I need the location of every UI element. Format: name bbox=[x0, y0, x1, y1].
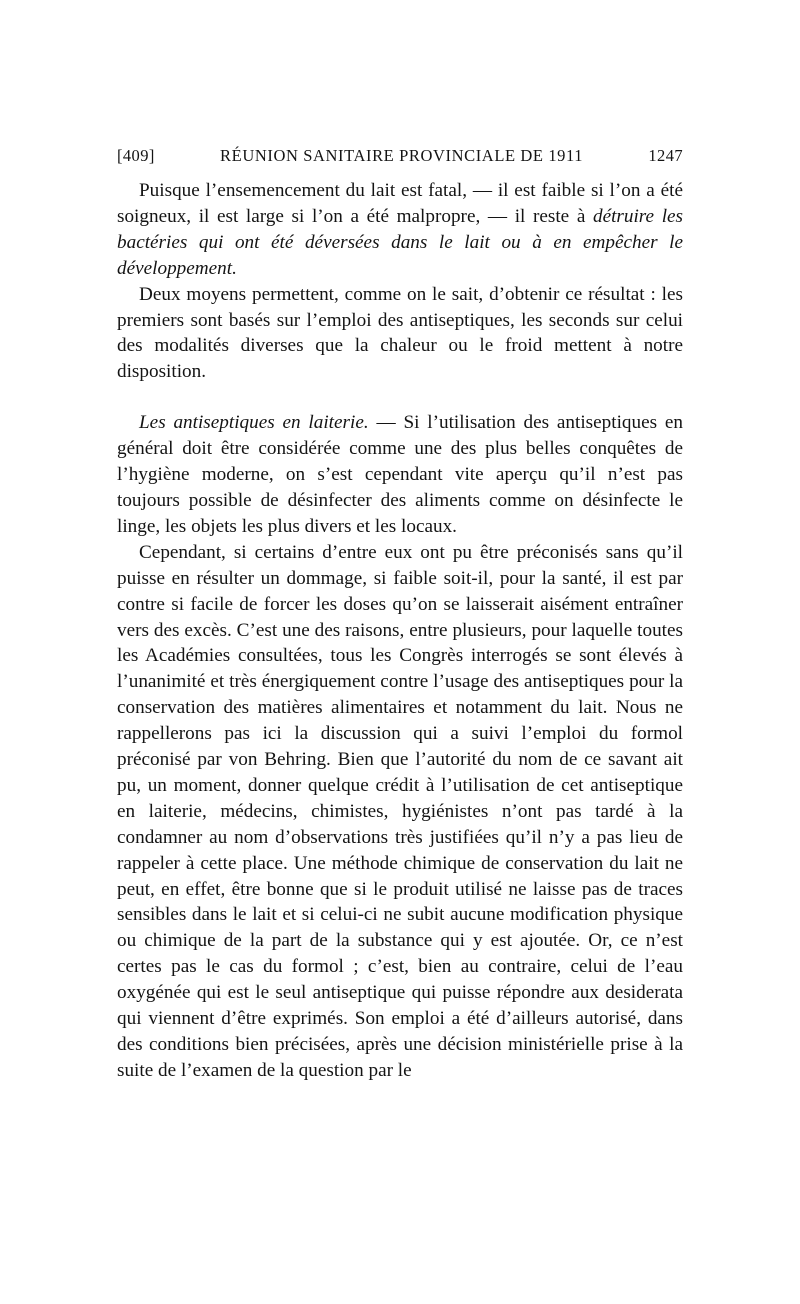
running-title: RÉUNION SANITAIRE PROVINCIALE DE 1911 bbox=[220, 146, 584, 165]
paragraph-text: — Si l’utilisation des antiseptiques en général doit être considérée comme une des plus belles conquêtes de l’hygiène moderne, on s’est cependant vite aperçu qu’il n’est pas toujours possible de désinfecter des aliments comme on désinfecte le linge, les objets les plus divers et les locaux. bbox=[117, 412, 683, 537]
page-number: 1247 bbox=[648, 146, 683, 165]
page-reference: [409] bbox=[117, 146, 155, 165]
paragraph: Deux moyens permettent, comme on le sait, d’obtenir ce résultat : les premiers sont basés sur l’emploi des antiseptiques, les seconds sur celui des modalités diverses que la chaleur ou le froid mettent à notre disposition. bbox=[117, 283, 683, 383]
emphasized-text: détruire les bactéries qui ont été déversées dans le lait ou à en empêcher le développement. bbox=[117, 205, 684, 279]
body-text bbox=[117, 178, 683, 1084]
paragraph: Cependant, si certains d’entre eux ont pu être préconisés sans qu’il puisse en résulter un dommage, si faible soit-il, pour la santé, il est par contre si facile de forcer les doses qu’on se laisserait aisément entraîner vers des excès. C’est une des raisons, entre plusieurs, pour laquelle toutes les Académies consultées, tous les Congrès interrogés se sont élevés à l’unanimité et très énergiquement contre l’usage des antiseptiques pour la conservation des matières alimentaires et notamment du lait. Nous ne rappellerons pas ici la discussion qui a suivi l’emploi du formol préconisé par von Behring. Bien que l’autorité du nom de ce savant ait pu, un moment, donner quelque crédit à l’utilisation de cet antiseptique en laiterie, médecins, chimistes, hygiénistes n’ont pas tardé à la condamner au nom d’observations très justifiées qu’il n’y a pas lieu de rappeler à cette place. Une méthode chimique de conservation du lait ne peut, en effet, être bonne que si le produit utilisé ne laisse pas de traces sensibles dans le lait et si celui-ci ne subit aucune modification physique ou chimique de la part de la substance qui y est ajoutée. Or, ce n’est certes pas le cas du formol ; c’est, bien au contraire, celui de l’eau oxygénée qui est le seul antiseptique qui puisse répondre aux desiderata qui viennent d’être exprimés. Son emploi a été d’ailleurs autorisé, dans des conditions bien précisées, après une décision ministérielle prise à la suite de l’examen de la question par le bbox=[117, 541, 683, 1081]
section-heading: Les antiseptiques en laiterie. bbox=[139, 412, 369, 434]
section-paragraph bbox=[117, 410, 683, 540]
paragraph-text: Puisque l’ensemencement du lait est fatal, — il est faible si l’on a été soigneux, il est large si l’on a été malpropre, — il reste à bbox=[117, 180, 683, 227]
running-header bbox=[117, 146, 683, 166]
document-page bbox=[117, 146, 683, 1084]
paragraph bbox=[117, 178, 683, 282]
